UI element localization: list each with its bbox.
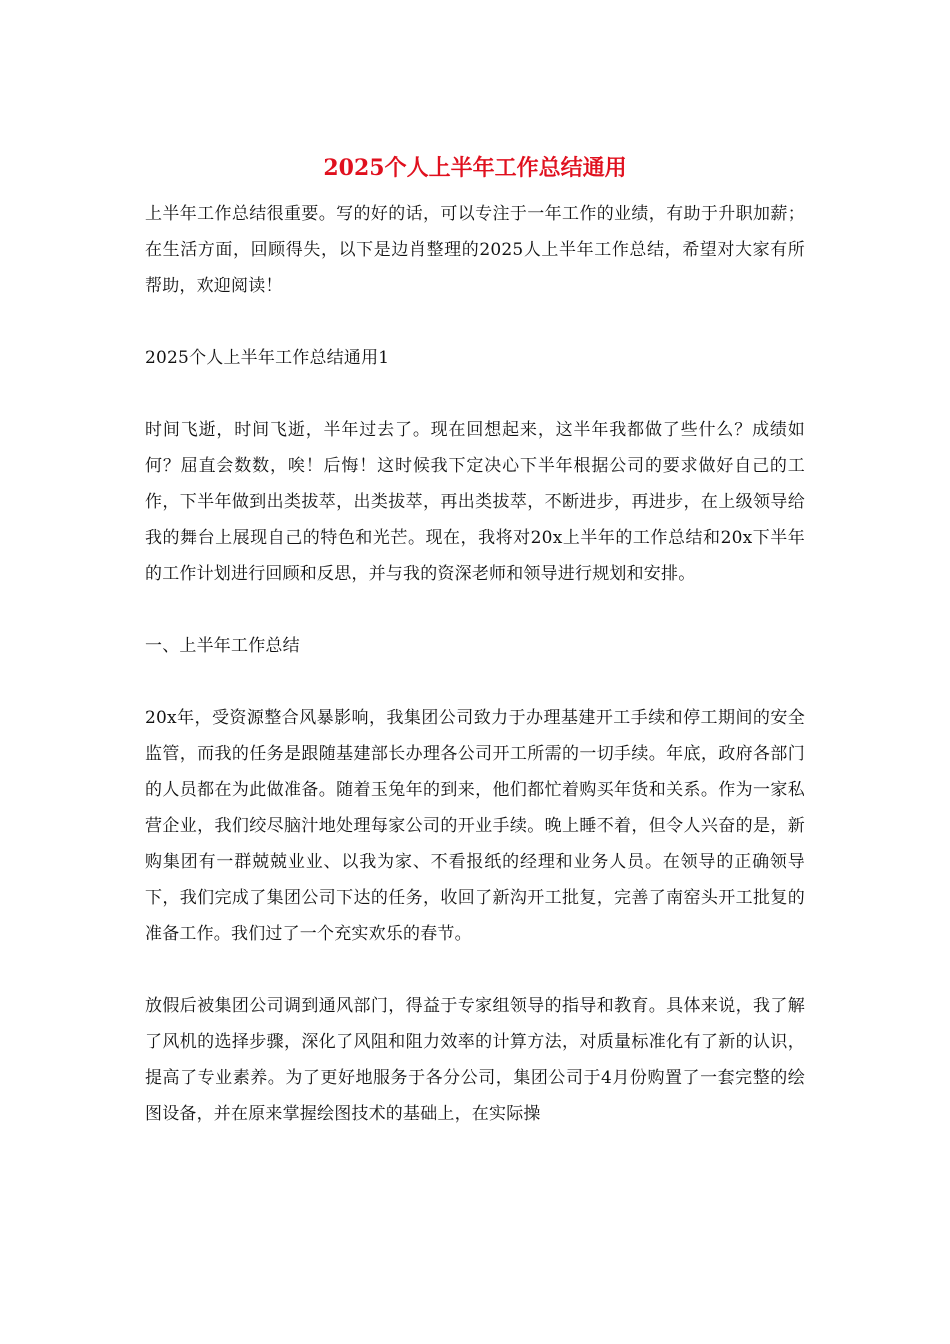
intro-paragraph: 上半年工作总结很重要。写的好的话，可以专注于一年工作的业绩，有助于升职加薪；在生活方面，回顾得失，以下是边肖整理的2025人上半年工作总结，希望对大家有所帮助，欢迎阅读！ — [145, 204, 805, 296]
body-paragraph: 放假后被集团公司调到通风部门，得益于专家组领导的指导和教育。具体来说，我了解了风机的选择步骤，深化了风阻和阻力效率的计算方法，对质量标准化有了新的认识，提高了专业素养。为了更好地服务于各分公司，集团公司于4月份购置了一套完整的绘图设备，并在原来掌握绘图技术的基础上，在实际操 — [145, 996, 805, 1124]
body-paragraph: 时间飞逝，时间飞逝，半年过去了。现在回想起来，这半年我都做了些什么？成绩如何？屈直会数数，唉！后悔！这时候我下定决心下半年根据公司的要求做好自己的工作，下半年做到出类拔萃，出类拔萃，再出类拔萃，不断进步，再进步，在上级领导给我的舞台上展现自己的特色和光芒。现在，我将对20x上半年的工作总结和20x下半年的工作计划进行回顾和反思，并与我的资深老师和领导进行规划和安排。 — [145, 420, 805, 584]
section-heading-1: 2025个人上半年工作总结通用1 — [145, 348, 390, 368]
body-paragraph: 20x年，受资源整合风暴影响，我集团公司致力于办理基建开工手续和停工期间的安全监管，而我的任务是跟随基建部长办理各公司开工所需的一切手续。年底，政府各部门的人员都在为此做准备。随着玉兔年的到来，他们都忙着购买年货和关系。作为一家私营企业，我们绞尽脑汁地处理每家公司的开业手续。晚上睡不着，但令人兴奋的是，新购集团有一群兢兢业业、以我为家、不看报纸的经理和业务人员。在领导的正确领导下，我们完成了集团公司下达的任务，收回了新沟开工批复，完善了南窑头开工批复的准备工作。我们过了一个充实欢乐的春节。 — [145, 708, 805, 944]
document-body — [145, 196, 805, 1132]
section-heading-2: 一、上半年工作总结 — [145, 636, 300, 656]
document-title: 2025个人上半年工作总结通用 — [323, 155, 627, 181]
